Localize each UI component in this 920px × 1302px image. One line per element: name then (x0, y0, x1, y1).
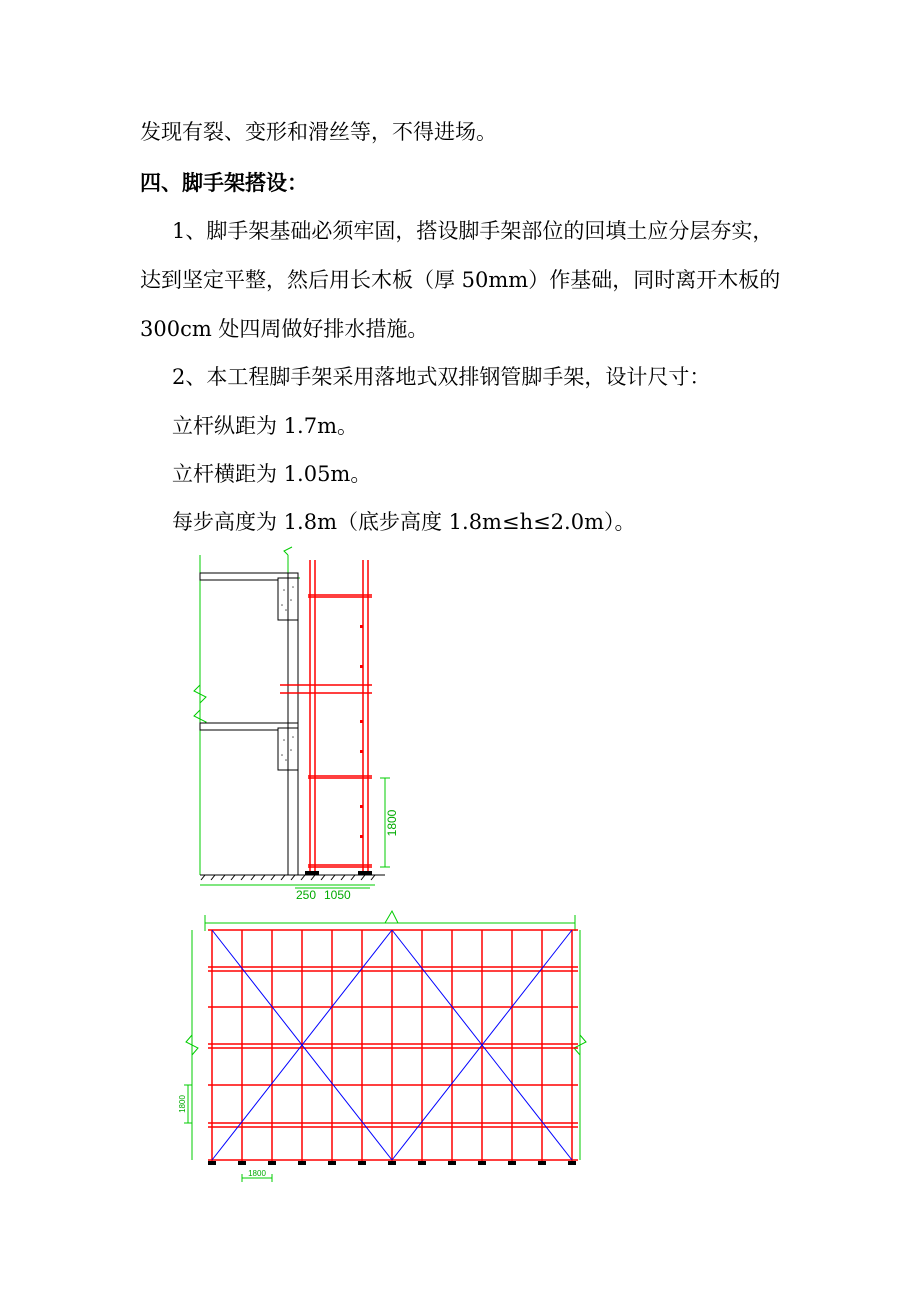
text-line-4: 达到坚定平整，然后用长木板（厚 50mm）作基础，同时离开木板的 (140, 268, 781, 292)
section-dim-bottom-1: 250 (296, 888, 317, 902)
scaffold-section-drawing (160, 545, 400, 905)
section-dim-vertical: 1800 (385, 809, 399, 837)
elevation-dim-vertical: 1800 (178, 1095, 187, 1113)
section-heading: 四、脚手架搭设： (140, 170, 308, 195)
text-line-1: 发现有裂、变形和滑丝等，不得进场。 (140, 120, 497, 144)
text-line-8: 立杆横距为 1.05m。 (172, 462, 372, 486)
text-line-6: 2、本工程脚手架采用落地式双排钢管脚手架，设计尺寸： (172, 365, 711, 389)
elevation-dim-horizontal: 1800 (248, 1169, 266, 1178)
text-line-7: 立杆纵距为 1.7m。 (172, 414, 358, 438)
section-dim-bottom-2: 1050 (324, 888, 351, 902)
text-line-3: 1、脚手架基础必须牢固，搭设脚手架部位的回填土应分层夯实， (172, 219, 774, 243)
text-line-5: 300cm 处四周做好排水措施。 (140, 317, 429, 341)
scaffold-elevation-drawing (180, 905, 590, 1190)
text-line-9: 每步高度为 1.8m（底步高度 1.8m≤h≤2.0m）。 (172, 510, 636, 534)
